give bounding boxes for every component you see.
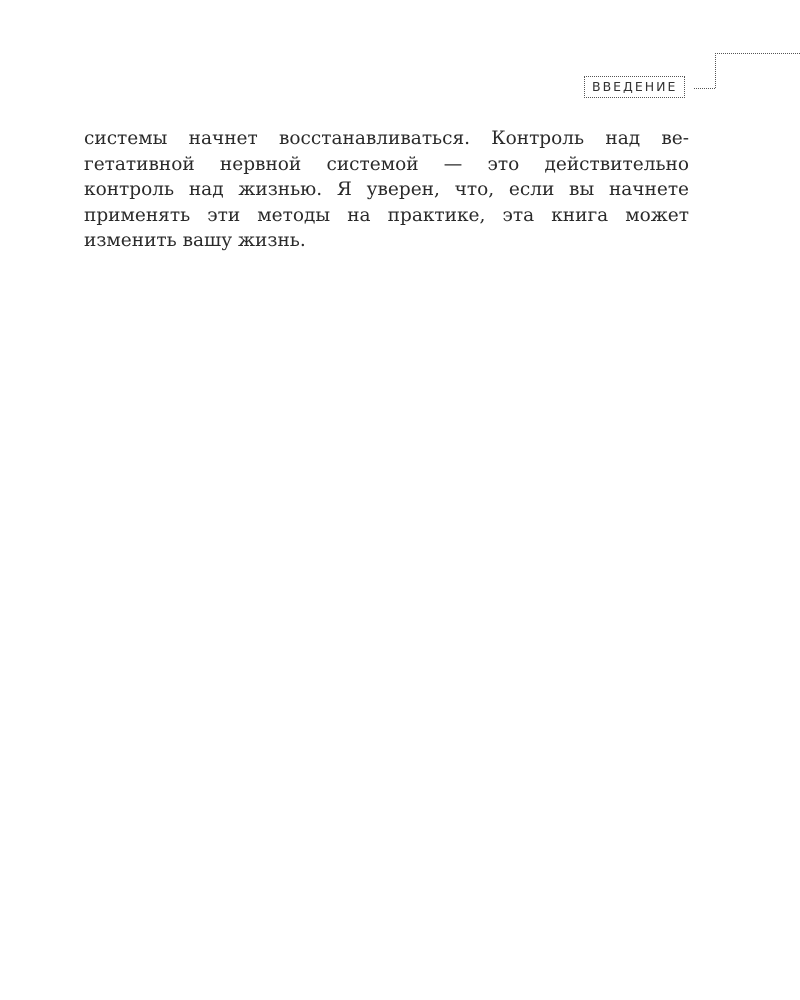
paragraph-line: гетативной нервной системой — это действительно (84, 153, 689, 175)
section-label: ВВЕДЕНИЕ (584, 76, 685, 98)
paragraph-line: системы начнет восстанавливаться. Контроль над ве- (84, 128, 689, 149)
header-dotted-vertical-rule (715, 53, 716, 88)
paragraph-line: изменить вашу жизнь. (84, 230, 306, 251)
paragraph-line: применять эти методы на практике, эта книга может (84, 204, 689, 226)
header-dotted-rule (715, 53, 800, 54)
body-paragraph (84, 126, 689, 254)
header-dotted-connector (694, 88, 715, 89)
paragraph-line: контроль над жизнью. Я уверен, что, если вы начнете (84, 179, 689, 200)
